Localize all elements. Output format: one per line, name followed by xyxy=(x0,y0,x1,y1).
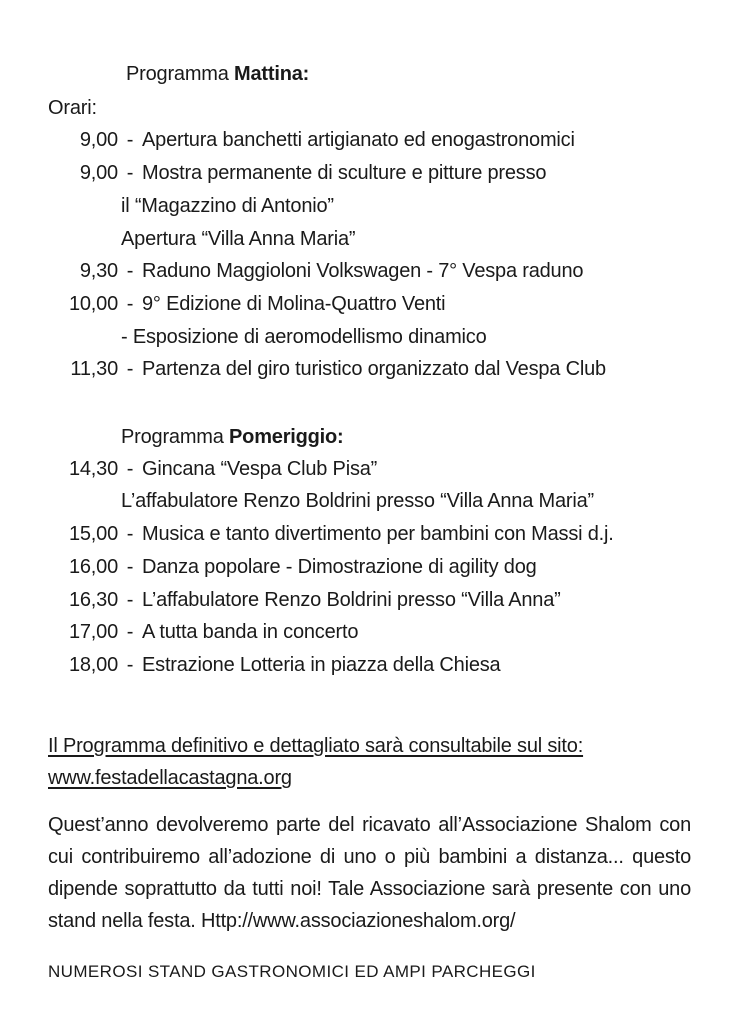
website-link[interactable]: www.festadellacastagna.org xyxy=(48,767,292,789)
schedule-text: 9° Edizione di Molina-Quattro Venti xyxy=(142,293,446,315)
schedule-item xyxy=(48,357,606,381)
schedule-item xyxy=(48,161,546,185)
schedule-separator: - xyxy=(126,654,134,676)
schedule-continuation: il “Magazzino di Antonio” xyxy=(121,195,334,217)
schedule-time: 14,30 xyxy=(68,458,118,480)
schedule-time: 15,00 xyxy=(68,523,118,545)
schedule-separator: - xyxy=(126,260,134,282)
schedule-separator: - xyxy=(126,621,134,643)
schedule-text: Mostra permanente di sculture e pitture presso xyxy=(142,162,547,184)
charity-paragraph: Quest’anno devolveremo parte del ricavato all’Associazione Shalom con cui contribuiremo all’adozione di uno o più bambini a distanza... questo dipende soprattutto da tutti noi! Tale Associazione sarà presente con uno stand nella festa. Http://www.associazioneshalom.org/ xyxy=(48,814,691,932)
schedule-time: 17,00 xyxy=(68,621,118,643)
afternoon-heading xyxy=(121,425,344,449)
schedule-text: Partenza del giro turistico organizzato dal Vespa Club xyxy=(142,358,606,380)
schedule-separator: - xyxy=(126,293,134,315)
afternoon-heading-prefix: Programma xyxy=(121,426,230,448)
schedule-item xyxy=(48,457,377,481)
schedule-item xyxy=(48,522,614,546)
schedule-text: Danza popolare - Dimostrazione di agility dog xyxy=(142,556,537,578)
schedule-time: 16,30 xyxy=(68,589,118,611)
schedule-separator: - xyxy=(126,556,134,578)
afternoon-heading-bold: Pomeriggio: xyxy=(229,426,344,448)
website-notice: Il Programma definitivo e dettagliato sarà consultabile sul sito: xyxy=(48,735,584,757)
schedule-text: Gincana “Vespa Club Pisa” xyxy=(142,458,378,480)
schedule-item xyxy=(48,620,358,644)
schedule-separator: - xyxy=(126,589,134,611)
schedule-time: 9,00 xyxy=(79,162,118,184)
schedule-text: Musica e tanto divertimento per bambini con Massi d.j. xyxy=(142,523,614,545)
schedule-time: 9,30 xyxy=(79,260,118,282)
schedule-item xyxy=(48,653,500,677)
schedule-item xyxy=(48,259,583,283)
schedule-separator: - xyxy=(126,458,134,480)
schedule-item xyxy=(48,588,561,612)
schedule-item xyxy=(48,555,537,579)
schedule-continuation: - Esposizione di aeromodellismo dinamico xyxy=(121,326,487,348)
schedule-separator: - xyxy=(126,129,134,151)
schedule-time: 9,00 xyxy=(79,129,118,151)
schedule-text: Apertura banchetti artigianato ed enogastronomici xyxy=(142,129,575,151)
schedule-item xyxy=(48,128,575,152)
schedule-text: Raduno Maggioloni Volkswagen - 7° Vespa raduno xyxy=(142,260,584,282)
schedule-separator: - xyxy=(126,162,134,184)
schedule-time: 16,00 xyxy=(68,556,118,578)
schedule-time: 18,00 xyxy=(68,654,118,676)
schedule-time: 10,00 xyxy=(68,293,118,315)
morning-heading xyxy=(126,62,309,86)
schedule-continuation: L’affabulatore Renzo Boldrini presso “Villa Anna Maria” xyxy=(121,490,594,512)
schedule-text: A tutta banda in concerto xyxy=(142,621,359,643)
morning-heading-prefix: Programma xyxy=(126,63,235,85)
morning-heading-bold: Mattina: xyxy=(234,63,310,85)
schedule-time: 11,30 xyxy=(70,358,118,380)
schedule-continuation: Apertura “Villa Anna Maria” xyxy=(121,228,356,250)
footer-note: NUMEROSI STAND GASTRONOMICI ED AMPI PARCHEGGI xyxy=(48,962,536,981)
schedule-item xyxy=(48,292,445,316)
schedule-separator: - xyxy=(126,523,134,545)
schedule-separator: - xyxy=(126,358,134,380)
orari-label: Orari: xyxy=(48,97,97,119)
schedule-text: Estrazione Lotteria in piazza della Chiesa xyxy=(142,654,501,676)
schedule-text: L’affabulatore Renzo Boldrini presso “Villa Anna” xyxy=(142,589,561,611)
